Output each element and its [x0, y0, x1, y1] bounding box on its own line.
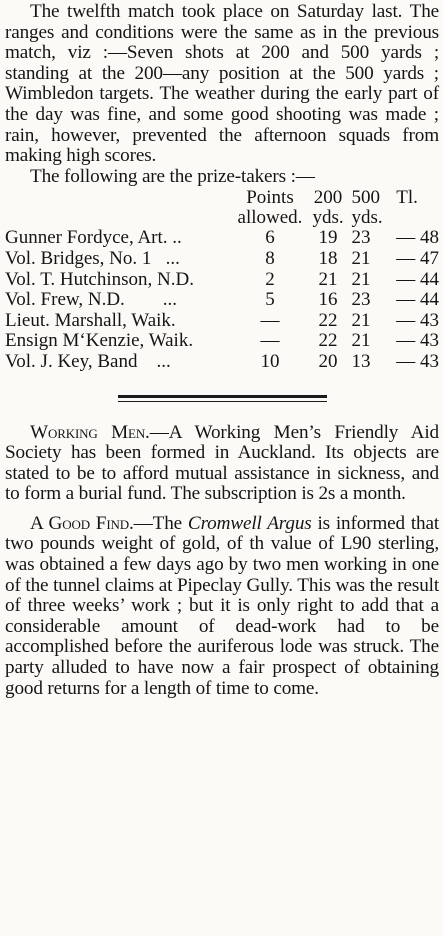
score-500: 13: [351, 350, 371, 372]
score-500: 21: [351, 330, 371, 352]
score-200: 19: [318, 227, 338, 249]
divider-thick-rule: [118, 395, 327, 398]
points-allowed: 6: [265, 227, 275, 249]
score-200: 16: [318, 289, 338, 311]
match-report-paragraph: The twelfth match took place on Saturday last. The ranges and conditions were the same as in the previous match, viz :—Seven shots at 200 and 500 yards ; standing at the 200—any position at the 500 yards ; Wimbledon targets. The weather during the early part of the day was fine, and some good shooting was made ; rain, however, prevented the afternoon squads from making high scores.: [5, 1, 439, 167]
good-find-article: [5, 514, 439, 699]
score-total: — 43: [396, 350, 439, 372]
competitor-name: Vol. Frew, N.D. ...: [5, 289, 178, 311]
prize-takers-table: [5, 188, 439, 372]
section-divider: [5, 395, 439, 403]
table-row: [5, 290, 439, 311]
table-row: [5, 228, 439, 249]
score-total: — 44: [396, 289, 439, 311]
good-find-text: is informed that two pounds weight of gold, of th value of L90 sterling, was obtained a few days ago by two men working in one of the tunnel claims at Pipeclay Gully. This was the result of three weeks’ work ; but it is only right to add that a considerable amount of dead-work had to be accomplished before the auriferous lode was struck. The party alluded to have now a fair prospect of obtaining good returns for a length of time to come.: [5, 512, 440, 699]
table-subheader-row: [5, 208, 439, 228]
score-200: 20: [318, 350, 338, 372]
table-row: [5, 311, 439, 332]
table-row: [5, 270, 439, 291]
header-200-yds: yds.: [312, 207, 344, 229]
score-500: 21: [351, 247, 371, 269]
score-500: 23: [351, 289, 371, 311]
heading-dash: —: [149, 421, 169, 443]
score-200: 21: [318, 268, 338, 290]
competitor-name: Vol. T. Hutchinson, N.D.: [5, 268, 194, 290]
competitor-name: Vol. Bridges, No. 1 ...: [5, 247, 180, 269]
header-total: Tl.: [396, 187, 418, 209]
competitor-name: Lieut. Marshall, Waik.: [5, 309, 176, 331]
header-points: Points: [246, 187, 294, 209]
points-allowed: —: [260, 309, 280, 331]
score-200: 22: [318, 309, 338, 331]
competitor-name: Gunner Fordyce, Art. ..: [5, 227, 182, 249]
points-allowed: 10: [260, 350, 280, 372]
table-header-row: [5, 188, 439, 208]
score-500: 21: [351, 309, 371, 331]
divider-thin-rule: [118, 401, 327, 402]
score-total: — 47: [396, 247, 439, 269]
score-total: — 44: [396, 268, 439, 290]
score-500: 23: [351, 227, 371, 249]
header-500-yds: yds.: [351, 207, 383, 229]
working-men-article: [5, 423, 439, 505]
score-total: — 43: [396, 330, 439, 352]
table-row: [5, 249, 439, 270]
points-allowed: —: [260, 330, 280, 352]
heading-dash: —: [133, 512, 153, 534]
points-allowed: 5: [265, 289, 275, 311]
newspaper-title: Cromwell Argus: [187, 512, 312, 534]
score-total: — 48: [396, 227, 439, 249]
good-find-heading: A Good Find.: [30, 512, 134, 534]
prize-takers-intro: The following are the prize-takers :—: [30, 165, 315, 187]
header-200: 200: [313, 187, 343, 209]
points-allowed: 2: [265, 268, 275, 290]
good-find-text-start: The: [152, 512, 188, 534]
table-row: [5, 331, 439, 352]
header-500: 500: [351, 187, 380, 209]
header-allowed: allowed.: [237, 207, 303, 229]
table-row: [5, 352, 439, 373]
score-200: 22: [318, 330, 338, 352]
score-total: — 43: [396, 309, 439, 331]
score-500: 21: [351, 268, 371, 290]
score-200: 18: [318, 247, 338, 269]
competitor-name: Ensign M‘Kenzie, Waik.: [5, 330, 194, 352]
working-men-text: A Working Men’s Friendly Aid Society has been formed in Auckland. Its objects are stated to be to afford mutual assistance in sickness, and to form a burial fund. The subscription is 2s a month.: [5, 421, 439, 505]
working-men-heading: Working Men.: [30, 421, 150, 443]
points-allowed: 8: [265, 247, 275, 269]
competitor-name: Vol. J. Key, Band ...: [5, 350, 171, 372]
